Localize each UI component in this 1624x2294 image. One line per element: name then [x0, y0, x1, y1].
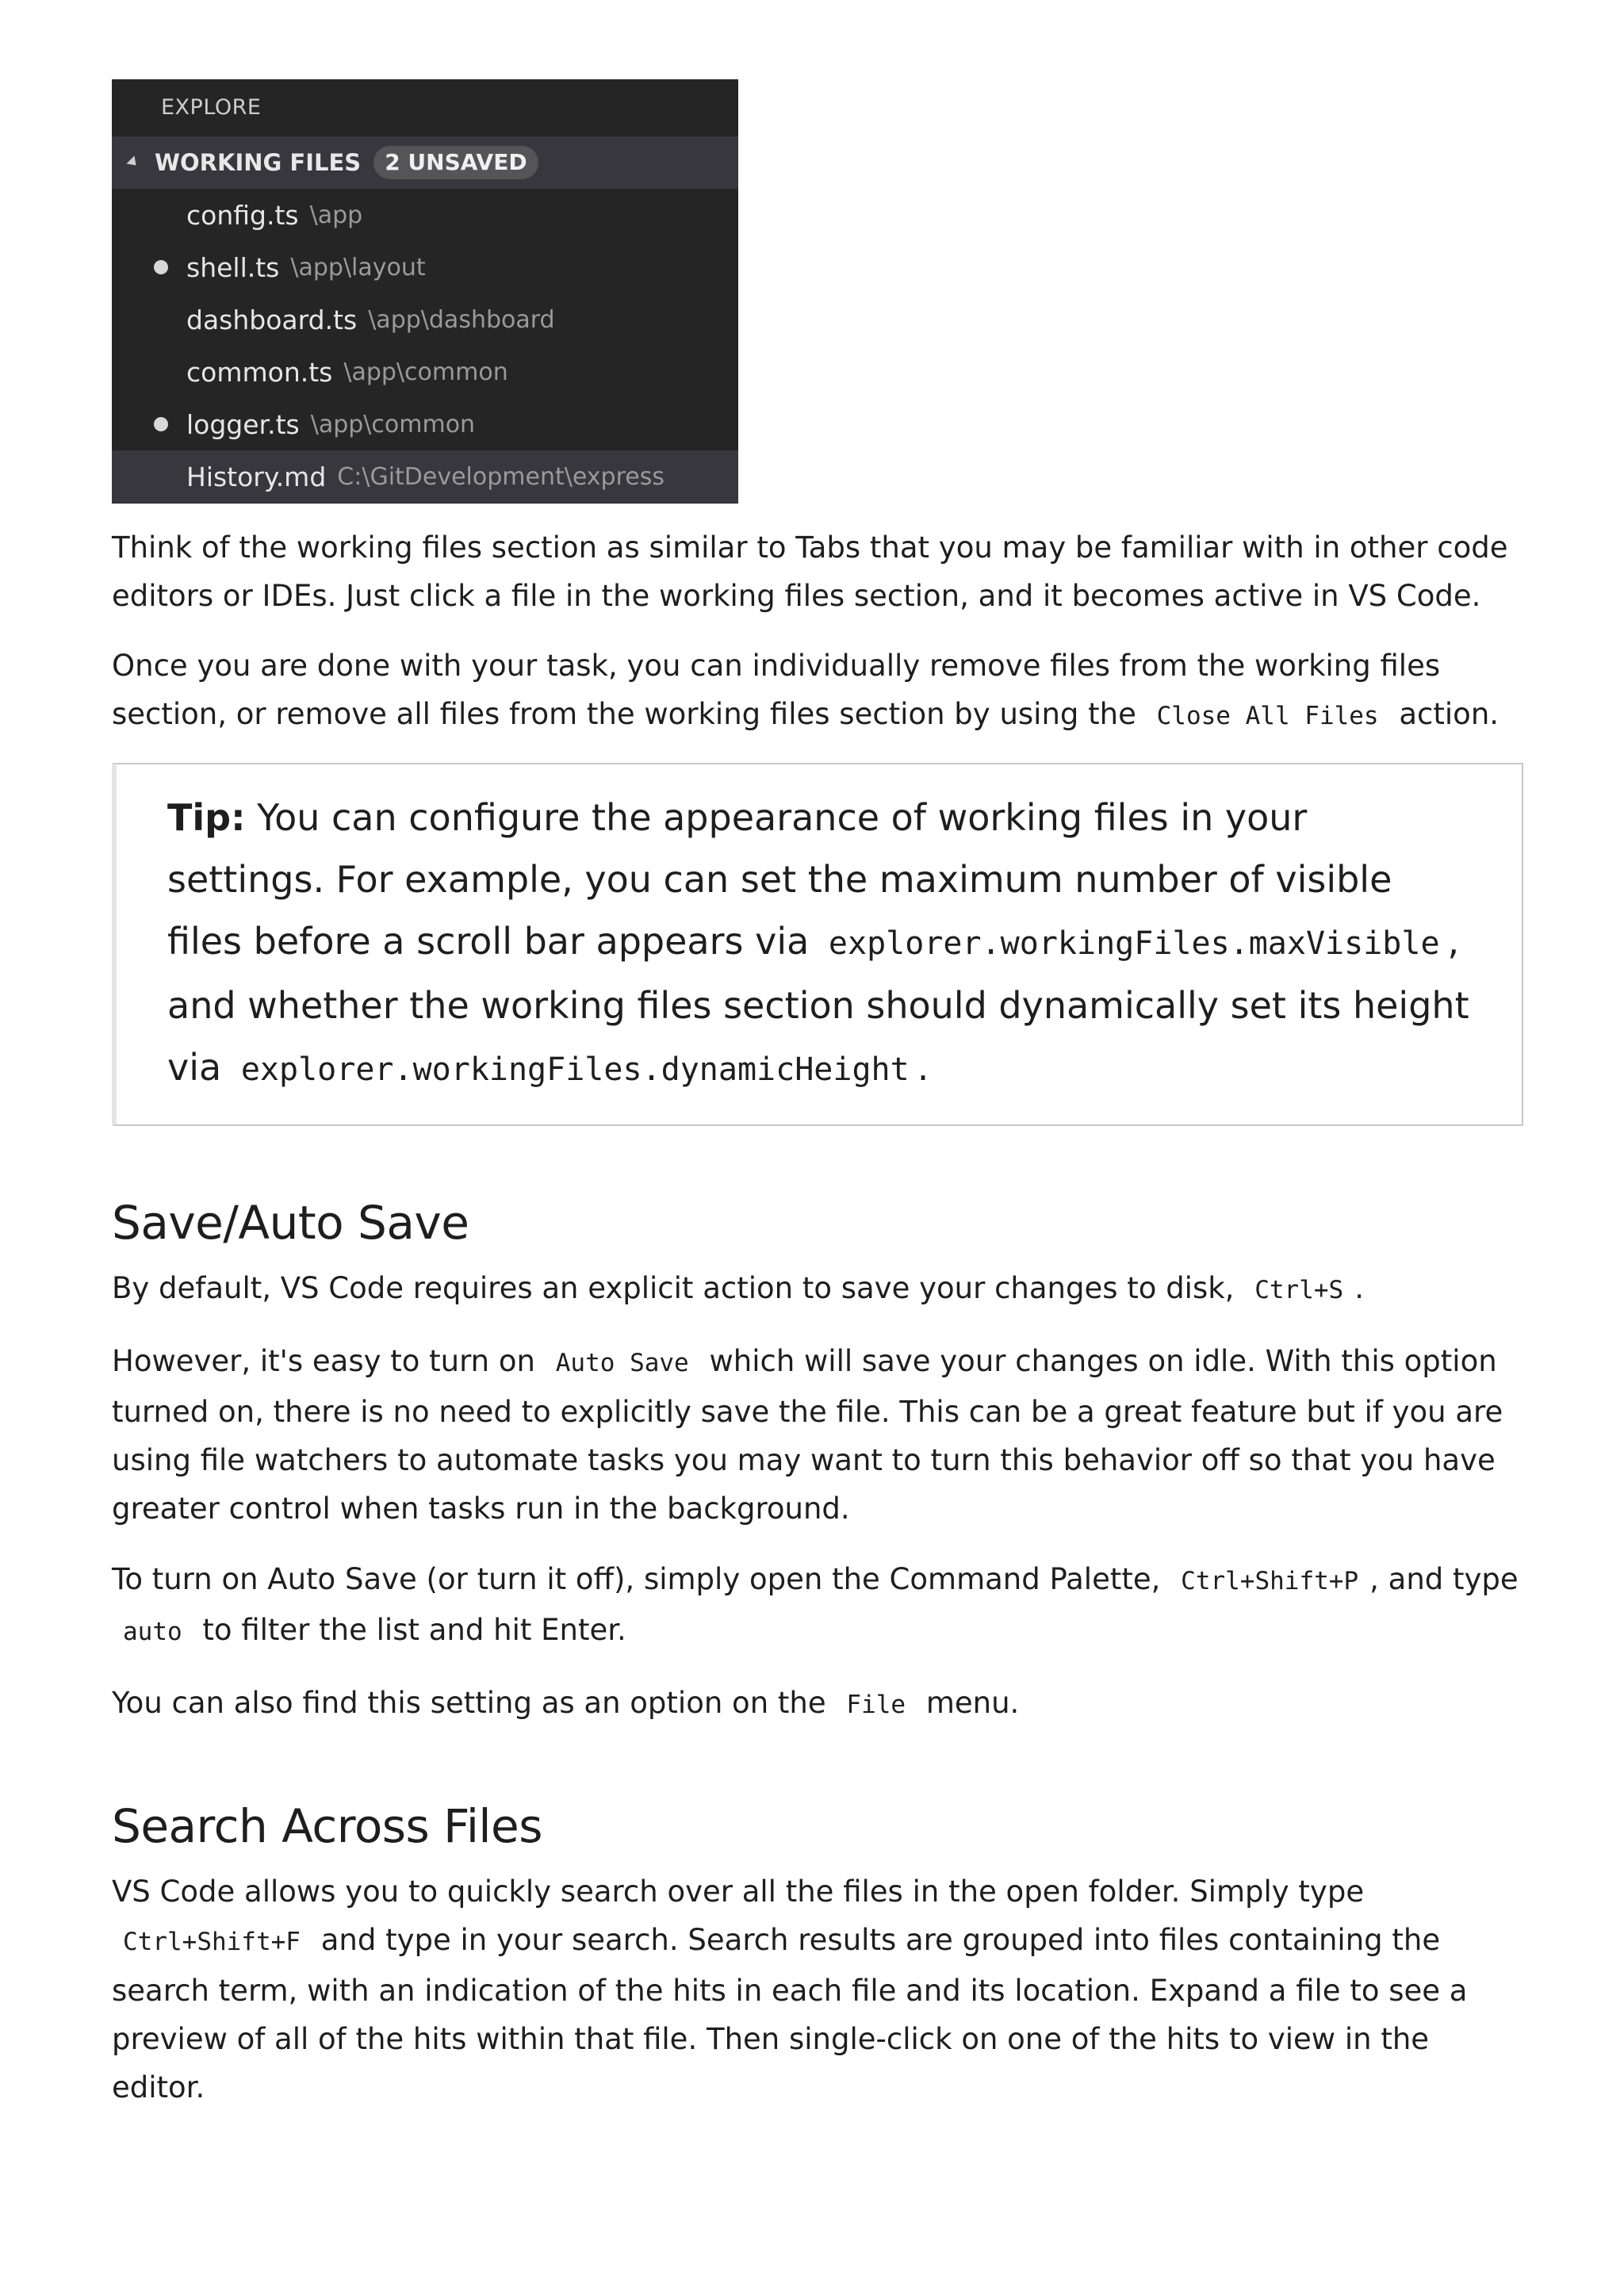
save-paragraph-3: To turn on Auto Save (or turn it off), simply open the Command Palette, Ctrl+Shift+P , and type auto to filter the list and hit Enter. [112, 1562, 1519, 1647]
file-path: \app\common [310, 410, 476, 439]
inline-code: Close All Files [1156, 702, 1379, 730]
inline-code: Ctrl+Shift+F [123, 1928, 301, 1956]
file-path: \app\layout [290, 253, 426, 281]
unsaved-dot-icon [154, 417, 168, 431]
inline-code: Auto Save [555, 1349, 689, 1377]
document-page [112, 79, 1523, 2112]
section-heading-search: Search Across Files [112, 1799, 542, 1853]
working-files-label: WORKING FILES [155, 149, 362, 176]
tip-label: Tip: [167, 796, 246, 839]
explorer-panel-screenshot [112, 79, 738, 504]
file-path: \app\dashboard [368, 305, 555, 334]
explorer-header: EXPLORE [161, 95, 262, 120]
tip-text: Tip: You can configure the appearance of working files in your settings. For example, you can set the maximum number of visible files before a scroll bar appears via explorer.workingFiles.maxVisible , and whether the working files section should dynamically set its height via explorer.workingFiles.dynamicHeight . [167, 796, 1469, 1089]
working-files-header [112, 136, 738, 189]
intro-paragraph-1: Think of the working files section as similar to Tabs that you may be familiar with in other code editors or IDEs. Just click a file in the working files section, and it becomes active in VS Code. [112, 530, 1508, 613]
file-name: common.ts [186, 356, 333, 388]
unsaved-dot-icon [154, 260, 168, 274]
inline-code: File [846, 1691, 906, 1719]
working-file-item[interactable] [112, 450, 738, 503]
section-heading-save: Save/Auto Save [112, 1196, 469, 1250]
file-path: C:\GitDevelopment\express [337, 462, 665, 491]
working-file-item[interactable] [112, 398, 738, 450]
working-file-item[interactable] [112, 346, 738, 398]
search-paragraph-1: VS Code allows you to quickly search over all the files in the open folder. Simply type Ctrl+Shift+F and type in your search. Search results are grouped into files containing the search term, with an indication of the hits in each file and its location. Expand a file to see a preview of all of the hits within that file. Then single-click on one of the hits to view in the editor. [112, 1875, 1468, 2104]
file-name: logger.ts [186, 408, 300, 440]
inline-code: Ctrl+Shift+P [1181, 1567, 1359, 1595]
file-name: dashboard.ts [186, 304, 358, 335]
save-paragraph-2: However, it's easy to turn on Auto Save which will save your changes on idle. With this option turned on, there is no need to explicitly save the file. This can be a great feature but if you are using file watchers to automate tasks you may want to turn this behavior off so that you have greater control when tasks run in the background. [112, 1344, 1503, 1526]
save-paragraph-1: By default, VS Code requires an explicit action to save your changes to disk, Ctrl+S . [112, 1271, 1364, 1305]
working-files-list [112, 189, 738, 503]
working-file-item[interactable] [112, 189, 738, 241]
file-name: config.ts [186, 199, 299, 231]
inline-code: Ctrl+S [1254, 1276, 1344, 1304]
file-path: \app [309, 201, 363, 229]
file-path: \app\common [343, 358, 508, 386]
inline-code: explorer.workingFiles.dynamicHeight [240, 1051, 910, 1088]
collapse-triangle-icon [127, 156, 140, 170]
inline-code: explorer.workingFiles.maxVisible [828, 925, 1440, 962]
intro-paragraph-2: Once you are done with your task, you can individually remove files from the working files section, or remove all files from the working files section by using the Close All Files action. [112, 649, 1500, 731]
save-paragraph-4: You can also find this setting as an option on the File menu. [112, 1686, 1020, 1720]
inline-code: auto [123, 1618, 182, 1646]
tip-callout [112, 763, 1523, 1126]
file-name: shell.ts [186, 251, 280, 283]
working-file-item[interactable] [112, 293, 738, 346]
file-name: History.md [186, 461, 327, 492]
unsaved-badge: 2 UNSAVED [373, 146, 538, 179]
working-file-item[interactable] [112, 241, 738, 293]
